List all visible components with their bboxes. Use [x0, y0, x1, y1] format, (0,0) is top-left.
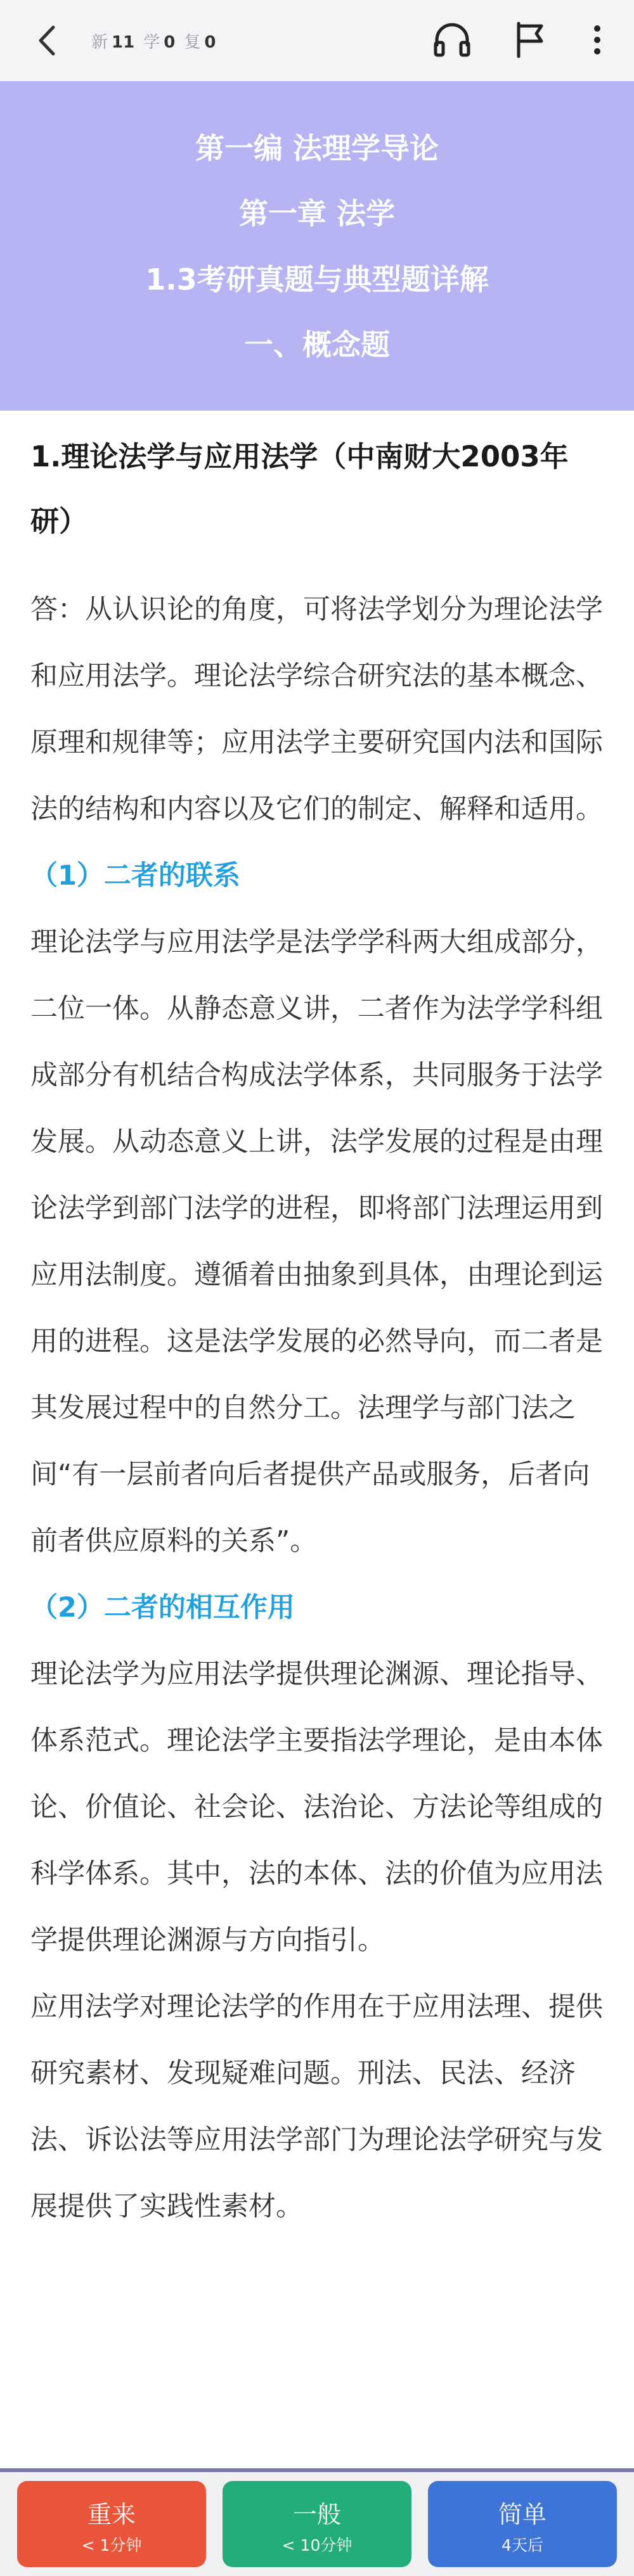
top-bar	[0, 0, 634, 82]
section-title: 1.3考研真题与典型题详解	[145, 262, 489, 297]
again-interval: < 1分钟	[81, 2536, 142, 2554]
flag-icon	[514, 21, 545, 59]
count-learn: 学 0	[143, 32, 176, 52]
audio-button[interactable]	[431, 19, 473, 61]
question-type-title: 一、概念题	[244, 328, 390, 362]
good-button[interactable]	[223, 2481, 411, 2567]
chevron-left-icon	[34, 25, 60, 56]
card-header-banner	[0, 81, 634, 411]
easy-interval: 4天后	[501, 2536, 543, 2554]
again-button[interactable]	[17, 2481, 206, 2567]
headphones-icon	[433, 22, 471, 58]
answer-paragraph: 应用法学对理论法学的作用在于应用法理、提供研究素材、发现疑难问题。刑法、民法、经济法、诉讼法等应用法学部门为理论法学研究与发展提供了实践性素材。	[30, 1991, 603, 2222]
answer-paragraph: 理论法学与应用法学是法学学科两大组成部分，二位一体。从静态意义讲，二者作为法学学科组成部分有机结合构成法学体系，共同服务于法学发展。从动态意义上讲，法学发展的过程是由理论法学到部门法学的进程，即将部门法理运用到应用法制度。遵循着由抽象到具体，由理论到运用的进程。这是法学发展的必然导向，而二者是其发展过程中的自然分工。法理学与部门法之间“有一层前者向后者提供产品或服务，后者向前者供应原料的关系”。	[30, 926, 603, 1557]
answer-body	[30, 577, 609, 2240]
part-title: 第一编 法理学导论	[195, 131, 439, 165]
good-interval: < 10分钟	[281, 2536, 353, 2554]
progress-counts	[91, 28, 216, 53]
easy-label: 简单	[498, 2501, 547, 2528]
question-title: 1.理论法学与应用法学（中南财大2003年研）	[30, 440, 569, 538]
good-label: 一般	[292, 2501, 341, 2528]
answer-intro: 答：从认识论的角度，可将法学划分为理论法学和应用法学。理论法学综合研究法的基本概念、原理和规律等；应用法学主要研究国内法和国际法的结构和内容以及它们的制定、解释和适用。	[30, 594, 603, 825]
answer-button-bar	[0, 2468, 634, 2576]
count-new: 新 11	[91, 32, 135, 52]
chapter-title: 第一章 法学	[238, 196, 395, 231]
back-button[interactable]	[28, 22, 66, 60]
more-vertical-icon	[592, 24, 602, 56]
easy-button[interactable]	[428, 2481, 617, 2567]
answer-subheading-2: （2）二者的相互作用	[30, 1592, 295, 1624]
count-review: 复 0	[184, 32, 216, 52]
more-options-button[interactable]	[578, 19, 616, 61]
flag-button[interactable]	[508, 19, 550, 61]
answer-paragraph: 理论法学为应用法学提供理论渊源、理论指导、体系范式。理论法学主要指法学理论，是由本体论、价值论、社会论、法治论、方法论等组成的科学体系。其中，法的本体、法的价值为应用法学提供理论渊源与方向指引。	[30, 1658, 603, 1956]
question-card	[0, 412, 634, 544]
answer-card	[0, 577, 634, 2468]
again-label: 重来	[87, 2501, 136, 2528]
answer-subheading-1: （1）二者的联系	[30, 860, 240, 892]
